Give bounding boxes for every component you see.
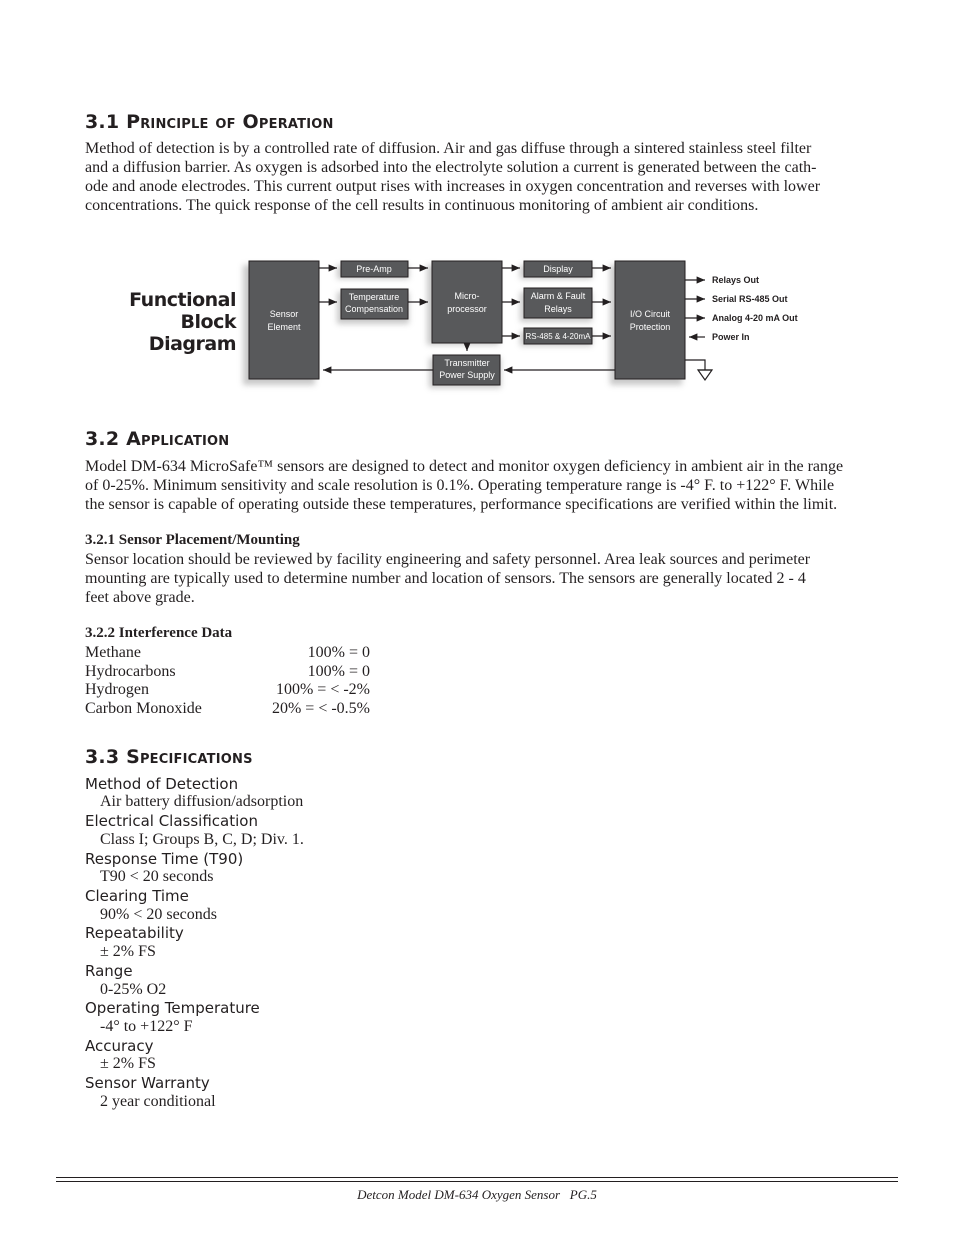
interference-gas: Carbon Monoxide [85, 700, 202, 717]
spec-label: Electrical Classification [85, 812, 258, 830]
placement-line: feet above grade. [85, 589, 195, 606]
interference-gas: Hydrogen [85, 681, 149, 698]
functional-block-diagram [0, 0, 954, 400]
subsection-heading-placement: 3.2.1 Sensor Placement/Mounting [85, 532, 300, 548]
principle-line: and a diffusion barrier. As oxygen is adsorbed into the electrolyte solution a current is generated between the cath- [85, 159, 817, 176]
spec-label: Sensor Warranty [85, 1074, 210, 1092]
spec-label: Response Time (T90) [85, 850, 244, 868]
output-label: Relays Out [712, 275, 760, 285]
output-label: Power In [712, 332, 750, 342]
ground-icon [698, 370, 712, 380]
rs485-label: RS-485 & 4-20mA [525, 332, 591, 341]
spec-label: Method of Detection [85, 775, 239, 793]
placement-line: mounting are typically used to determine number and location of sensors. The sensors are generally located 2 - 4 [85, 570, 806, 587]
spec-label: Repeatability [85, 924, 184, 942]
spec-label: Clearing Time [85, 887, 189, 905]
interference-gas: Hydrocarbons [85, 663, 176, 680]
section-heading-specifications: 3.3 Specifications [85, 746, 253, 768]
output-label: Serial RS-485 Out [712, 294, 788, 304]
application-line: of 0-25%. Minimum sensitivity and scale resolution is 0.1%. Operating temperature range is -4° F. to +122° F. While [85, 477, 835, 494]
spec-value: Air battery diffusion/adsorption [100, 793, 304, 810]
spec-label: Range [85, 962, 133, 980]
interference-row [85, 700, 370, 718]
footer-rule [56, 1177, 898, 1178]
interference-row [85, 663, 370, 681]
principle-line: concentrations. The quick response of the cell results in continuous monitoring of ambient air conditions. [85, 197, 759, 214]
spec-value: T90 < 20 seconds [100, 868, 214, 885]
placement-line: Sensor location should be reviewed by facility engineering and safety personnel. Area leak sources and perimeter [85, 551, 811, 568]
interference-value: 100% = 0 [307, 663, 370, 680]
sensor-label: Sensor [269, 309, 299, 319]
section-heading-application: 3.2 Application [85, 428, 230, 450]
footer-rule [56, 1181, 898, 1182]
preamp-label: Pre-Amp [356, 264, 392, 274]
io-label: Protection [629, 322, 671, 332]
principle-line: Method of detection is by a controlled rate of diffusion. Air and gas diffuse through a sintered stainless steel filter [85, 140, 812, 157]
application-paragraph [85, 457, 867, 514]
section-heading-principle: 3.1 Principle of Operation [85, 111, 334, 133]
spec-label: Accuracy [85, 1037, 154, 1055]
tempcomp-label: Temperature [348, 292, 400, 302]
transmitter-label: Transmitter [444, 358, 490, 368]
page-footer: Detcon Model DM-634 Oxygen Sensor PG.5 [357, 1187, 597, 1202]
interference-value: 100% = 0 [307, 644, 370, 661]
sensor-element-block [249, 261, 319, 379]
principle-line: ode and anode electrodes. This current output rises with increases in oxygen concentration and reverses with lower [85, 178, 821, 195]
spec-value: Class I; Groups B, C, D; Div. 1. [100, 831, 304, 848]
interference-gas: Methane [85, 644, 141, 661]
application-line: Model DM-634 MicroSafe™ sensors are designed to detect and monitor oxygen deficiency in ambient air in the range [85, 458, 844, 475]
io-circuit-block [615, 261, 685, 379]
spec-value: 2 year conditional [100, 1093, 216, 1110]
application-line: the sensor is capable of operating outside these temperatures, performance specifications are verified within the limit. [85, 496, 838, 513]
spec-value: -4° to +122° F [100, 1018, 193, 1035]
subsection-heading-interference: 3.2.2 Interference Data [85, 625, 233, 641]
interference-row [85, 644, 370, 662]
diagram-title-line: Diagram [148, 333, 236, 355]
output-label: Analog 4-20 mA Out [712, 313, 798, 323]
interference-value: 20% = < -0.5% [271, 700, 370, 717]
diagram-title-line: Functional [129, 289, 236, 311]
spec-value: 0-25% O2 [100, 981, 167, 998]
placement-paragraph [85, 550, 867, 607]
micro-label: processor [447, 304, 487, 314]
alarm-label: Alarm & Fault [530, 291, 586, 301]
micro-label: Micro- [454, 291, 480, 301]
microprocessor-block [432, 261, 502, 343]
spec-value: 90% < 20 seconds [100, 906, 218, 923]
io-label: I/O Circuit [629, 309, 671, 319]
sensor-label: Element [267, 322, 301, 332]
alarm-label: Relays [544, 304, 572, 314]
interference-row [85, 681, 370, 699]
display-label: Display [543, 264, 573, 274]
diagram-title-line: Block [180, 311, 236, 333]
spec-value: ± 2% FS [100, 1055, 156, 1072]
tempcomp-label: Compensation [344, 304, 404, 314]
spec-label: Operating Temperature [85, 999, 260, 1017]
interference-value: 100% = < -2% [275, 681, 370, 698]
transmitter-label: Power Supply [439, 370, 495, 380]
spec-value: ± 2% FS [100, 943, 156, 960]
